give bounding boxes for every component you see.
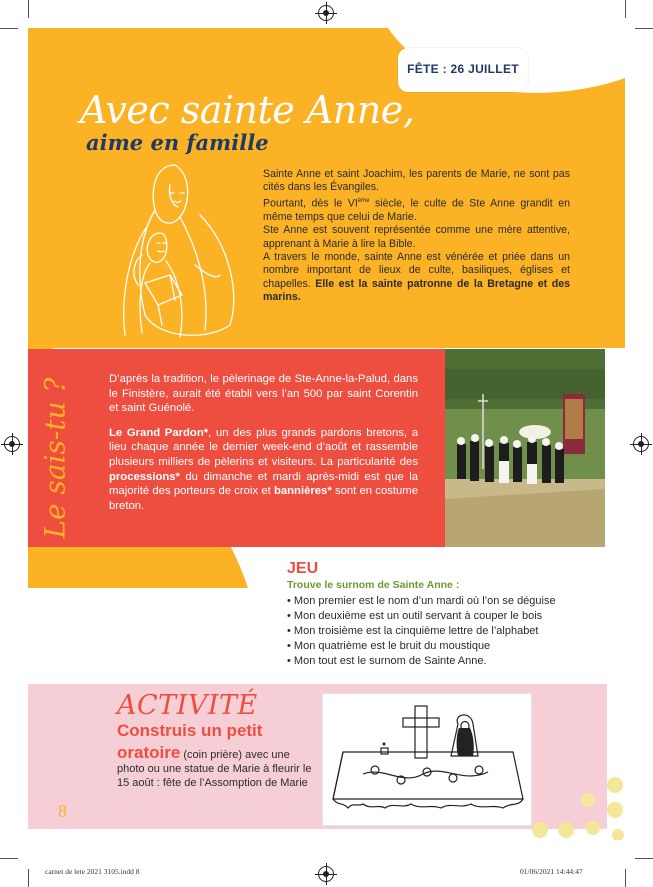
- intro-text-part: siècle, le culte de Ste Anne grandit en même temps que celui de Marie.: [263, 197, 570, 223]
- registration-mark-left: [4, 436, 20, 452]
- text-part: , un des plus grands pardons bretons, a lieu chaque année le dernier week-end d’août et rassemble plusieurs milliers de pèlerins et visiteurs. La particularité des: [109, 426, 418, 468]
- jeu-item: • Mon premier est le nom d’un mardi où l’on se déguise: [287, 595, 556, 607]
- text-part: du dimanche et mardi après-midi est que la majorité des porteurs de croix et: [109, 470, 418, 498]
- page-subtitle: aime en famille: [86, 130, 269, 155]
- crop-mark: [625, 0, 626, 18]
- intro-paragraph: [263, 251, 570, 305]
- activite-subtitle: Construis un petit: [117, 721, 263, 740]
- crop-mark: [635, 28, 653, 29]
- crop-mark: [0, 858, 18, 859]
- activite-title: ACTIVITÉ: [117, 690, 258, 721]
- registration-mark-top: [318, 5, 334, 21]
- intro-superscript: ème: [357, 197, 370, 204]
- jeu-item: • Mon deuxième est un outil servant à couper le bois: [287, 610, 543, 622]
- crop-mark: [28, 869, 29, 887]
- registration-mark-bottom: [318, 866, 334, 882]
- page-number: 8: [58, 801, 67, 821]
- activite-text: (coin prière) avec une photo ou une statue de Marie à fleurir le 15 août : fête de l’Assomption de Marie: [117, 749, 312, 789]
- bold-text: bannières*: [273, 485, 332, 498]
- jeu-item: • Mon troisième est la cinquième lettre de l’alphabet: [287, 625, 539, 637]
- bold-text: Le Grand Pardon*: [109, 426, 209, 439]
- intro-bold-text: Elle est la sainte patronne de la Bretagne et des marins.: [263, 277, 570, 304]
- crop-mark: [28, 0, 29, 18]
- footer-file-name: carnet de lete 2021 3105.indd 8: [45, 867, 140, 876]
- le-sais-tu-text: [109, 372, 418, 523]
- intro-paragraph: Ste Anne est souvent représentée comme une mère attentive, apprenant à Marie à lire la Bible.: [263, 224, 570, 250]
- crop-mark: [0, 28, 18, 29]
- le-sais-tu-paragraph: [109, 426, 418, 514]
- intro-text-part: A travers le monde, sainte Anne est vénérée et priée dans un nombre important de lieux de culte, basiliques, églises et chapelles.: [263, 250, 570, 290]
- le-sais-tu-paragraph: D’après la tradition, le pèlerinage de Ste-Anne-la-Palud, dans le Finistère, aurait été établi vers l’an 500 par saint Corentin et saint Guénolé.: [109, 373, 418, 415]
- intro-paragraph: [263, 195, 570, 224]
- intro-text-part: Pourtant, dès le VI: [263, 197, 358, 210]
- le-sais-tu-label-wrap: [38, 377, 72, 539]
- procession-photo: [445, 349, 605, 547]
- activite-subtitle-2: oratoire: [117, 743, 181, 762]
- jeu-subtitle: Trouve le surnom de Sainte Anne :: [287, 579, 460, 591]
- text-part: sont en costume breton.: [109, 485, 418, 512]
- crop-mark: [625, 869, 626, 887]
- bold-text: processions*: [109, 470, 180, 483]
- crop-mark: [635, 858, 653, 859]
- registration-mark-right: [633, 436, 649, 452]
- feast-date: FÊTE : 26 JUILLET: [407, 62, 519, 76]
- activite-body: [117, 743, 317, 790]
- intro-paragraph: Sainte Anne et saint Joachim, les parents de Marie, ne sont pas cités dans les Évangiles.: [263, 168, 570, 194]
- decorative-dots: [528, 770, 626, 840]
- jeu-item: • Mon tout est le surnom de Sainte Anne.: [287, 655, 487, 667]
- le-sais-tu-label: Le sais-tu ?: [38, 377, 72, 539]
- jeu-item: • Mon quatrième est le bruit du moustique: [287, 640, 491, 652]
- footer-timestamp: 01/06/2021 14:44:47: [520, 867, 583, 876]
- intro-text: [263, 168, 570, 305]
- jeu-list: [287, 594, 556, 669]
- oratoire-drawing: [322, 693, 532, 826]
- page-title: Avec sainte Anne,: [80, 88, 415, 132]
- saint-anne-illustration: [100, 155, 260, 345]
- jeu-title: JEU: [287, 560, 319, 577]
